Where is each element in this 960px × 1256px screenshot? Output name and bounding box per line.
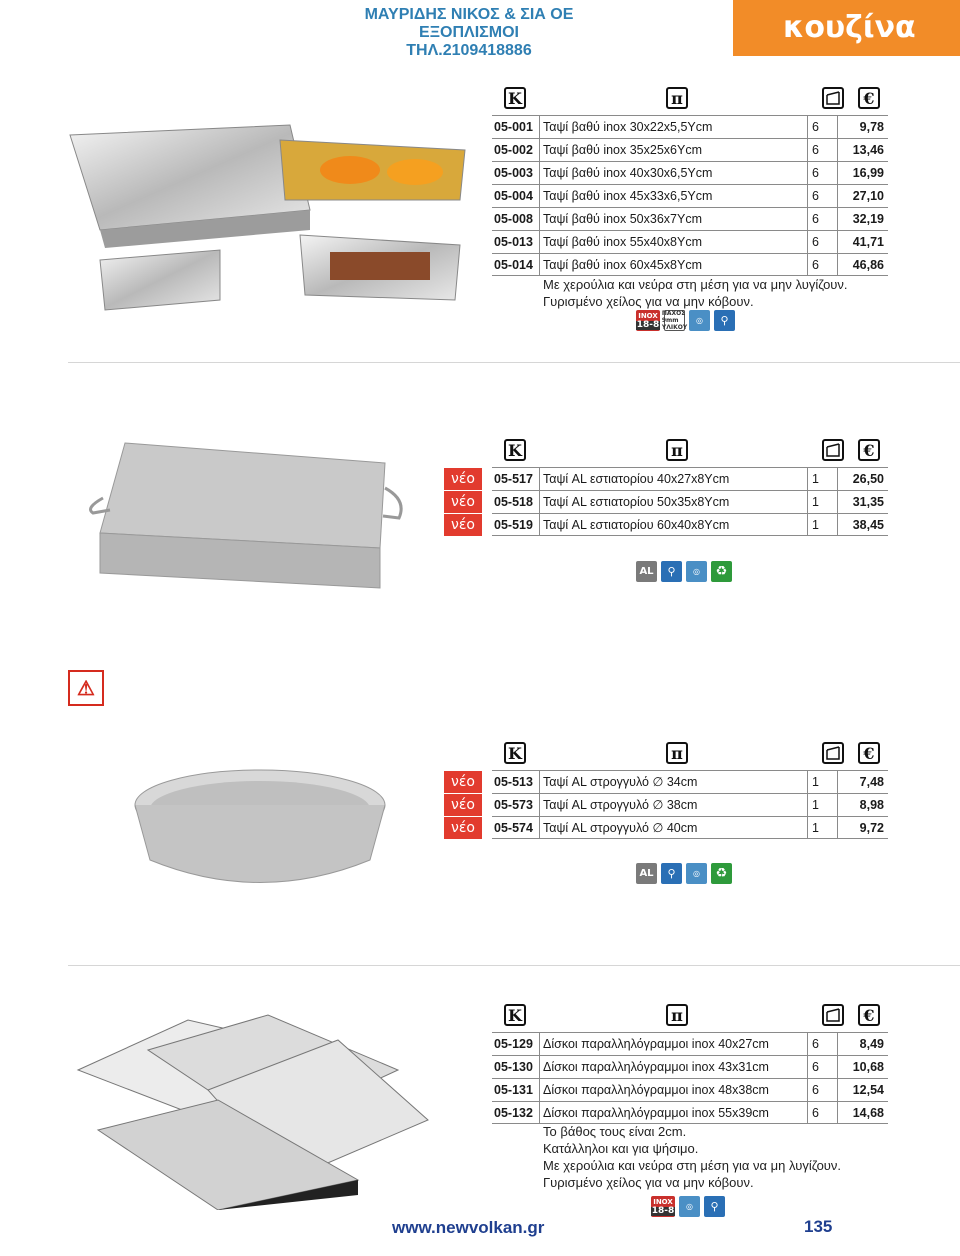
new-badge: νέο [444, 468, 482, 490]
table-row [492, 207, 888, 230]
price-table-al-restaurant [492, 435, 888, 536]
aluminium-restaurant-pan-photo [85, 438, 415, 598]
product-notes [543, 1123, 841, 1191]
new-badge: νέο [444, 794, 482, 816]
section-banner: κουζίνα [733, 0, 960, 56]
product-code: 05-130 [492, 1056, 540, 1078]
box-quantity: 6 [808, 162, 838, 184]
table-row [492, 115, 888, 138]
inox-deep-pans-photo [60, 120, 480, 320]
food-safe-icon: ⚲ [704, 1196, 725, 1217]
product-description: Δίσκοι παραλληλόγραμμοι inox 55x39cm [540, 1102, 808, 1123]
box-quantity: 1 [808, 514, 838, 535]
product-description: Ταψί AL εστιατορίου 50x35x8Υcm [540, 491, 808, 513]
product-code: 05-132 [492, 1102, 540, 1123]
product-description: Ταψί βαθύ inox 35x25x6Υcm [540, 139, 808, 161]
note-line: Γυρισμένο χείλος για να μην κόβουν. [543, 1175, 754, 1190]
box-quantity: 6 [808, 208, 838, 230]
table-header [492, 738, 888, 770]
product-price: 12,54 [852, 1083, 884, 1097]
section-divider [68, 362, 960, 363]
product-price: 9,78 [859, 120, 884, 134]
product-notes [543, 276, 848, 310]
product-description: Ταψί βαθύ inox 50x36x7Υcm [540, 208, 808, 230]
description-column-icon: π [666, 1004, 688, 1026]
product-price: 26,50 [852, 472, 884, 486]
product-description: Ταψί AL στρογγυλό ∅ 38cm [540, 794, 808, 816]
product-price: 41,71 [852, 235, 884, 249]
product-description: Ταψί βαθύ inox 40x30x6,5Υcm [540, 162, 808, 184]
code-column-icon: Κ [504, 87, 526, 109]
box-icon [822, 87, 844, 109]
product-price: 8,49 [859, 1037, 884, 1051]
product-description: Ταψί AL στρογγυλό ∅ 40cm [540, 817, 808, 838]
product-price: 27,10 [852, 189, 884, 203]
table-row [492, 230, 888, 253]
material-badges [651, 1196, 725, 1217]
box-quantity: 1 [808, 491, 838, 513]
inox-trays-photo [68, 1010, 438, 1210]
material-badges [636, 561, 732, 582]
table-row [492, 490, 888, 513]
price-table-al-round [492, 738, 888, 839]
product-code: 05-002 [492, 139, 540, 161]
product-price: 8,98 [859, 798, 884, 812]
product-description: Ταψί AL στρογγυλό ∅ 34cm [540, 771, 808, 793]
product-description: Ταψί βαθύ inox 60x45x8Υcm [540, 254, 808, 275]
box-quantity: 1 [808, 794, 838, 816]
product-description: Ταψί AL εστιατορίου 40x27x8Υcm [540, 468, 808, 490]
box-quantity: 1 [808, 771, 838, 793]
table-row [492, 138, 888, 161]
food-safe-icon: ⚲ [661, 561, 682, 582]
product-price: 16,99 [852, 166, 884, 180]
table-row [492, 1101, 888, 1124]
thickness-badge: ΠΑΧΟΣ 9mm ΥΛΙΚΟΥ [661, 310, 688, 331]
description-column-icon: π [666, 742, 688, 764]
food-safe-icon: ⚲ [661, 863, 682, 884]
new-badge: νέο [444, 491, 482, 513]
material-badges [636, 310, 735, 331]
product-description: Δίσκοι παραλληλόγραμμοι inox 40x27cm [540, 1033, 808, 1055]
table-row [492, 1078, 888, 1101]
inox-badge: INOX 18-8 [651, 1197, 675, 1216]
table-row [492, 184, 888, 207]
product-code: 05-004 [492, 185, 540, 207]
euro-column-icon: € [858, 87, 880, 109]
note-line: Κατάλληλοι και για ψήσιμο. [543, 1141, 699, 1156]
section-divider [68, 965, 960, 966]
dishwasher-icon: ◎ [679, 1196, 700, 1217]
box-icon [822, 742, 844, 764]
description-column-icon: π [666, 87, 688, 109]
dishwasher-icon: ◎ [686, 863, 707, 884]
euro-column-icon: € [858, 742, 880, 764]
aluminium-badge: AL [636, 561, 657, 582]
new-badge: νέο [444, 514, 482, 536]
box-quantity: 6 [808, 185, 838, 207]
product-description: Δίσκοι παραλληλόγραμμοι inox 43x31cm [540, 1056, 808, 1078]
table-row [492, 253, 888, 276]
code-column-icon: Κ [504, 1004, 526, 1026]
table-row [492, 1055, 888, 1078]
table-row [492, 161, 888, 184]
code-column-icon: Κ [504, 742, 526, 764]
box-quantity: 6 [808, 116, 838, 138]
box-icon [822, 439, 844, 461]
product-description: Δίσκοι παραλληλόγραμμοι inox 48x38cm [540, 1079, 808, 1101]
product-code: 05-131 [492, 1079, 540, 1101]
note-line: Γυρισμένο χείλος για να μην κόβουν. [543, 294, 754, 309]
box-quantity: 6 [808, 254, 838, 275]
oven-warning-icon: ⚠ [68, 670, 104, 706]
product-code: 05-519 [492, 514, 540, 535]
table-header [492, 1000, 888, 1032]
table-row [492, 1032, 888, 1055]
table-row [492, 816, 888, 839]
material-badges [636, 863, 732, 884]
description-column-icon: π [666, 439, 688, 461]
product-code: 05-513 [492, 771, 540, 793]
product-price: 32,19 [852, 212, 884, 226]
box-quantity: 6 [808, 1033, 838, 1055]
price-table-inox-deep [492, 83, 888, 276]
company-phone: ΤΗΛ.2109418886 [406, 42, 532, 59]
box-quantity: 6 [808, 1056, 838, 1078]
box-icon [822, 1004, 844, 1026]
note-line: Με χερούλια και νεύρα στη μέση για να μην λυγίζουν. [543, 277, 848, 292]
product-price: 31,35 [852, 495, 884, 509]
product-code: 05-001 [492, 116, 540, 138]
box-quantity: 1 [808, 468, 838, 490]
product-code: 05-517 [492, 468, 540, 490]
aluminium-round-pan-photo [130, 765, 390, 895]
recycle-icon: ♻ [711, 561, 732, 582]
product-code: 05-014 [492, 254, 540, 275]
dishwasher-icon: ◎ [689, 310, 710, 331]
aluminium-badge: AL [636, 863, 657, 884]
page-number: 135 [804, 1217, 833, 1236]
code-column-icon: Κ [504, 439, 526, 461]
euro-column-icon: € [858, 439, 880, 461]
euro-column-icon: € [858, 1004, 880, 1026]
box-quantity: 6 [808, 231, 838, 253]
table-row [492, 513, 888, 536]
note-line: Το βάθος τους είναι 2cm. [543, 1124, 687, 1139]
product-description: Ταψί AL εστιατορίου 60x40x8Υcm [540, 514, 808, 535]
price-table-inox-trays [492, 1000, 888, 1124]
product-code: 05-003 [492, 162, 540, 184]
box-quantity: 1 [808, 817, 838, 838]
product-price: 9,72 [859, 821, 884, 835]
company-header [318, 6, 620, 60]
box-quantity: 6 [808, 139, 838, 161]
product-price: 14,68 [852, 1106, 884, 1120]
recycle-icon: ♻ [711, 863, 732, 884]
food-safe-icon: ⚲ [714, 310, 735, 331]
company-name: ΜΑΥΡΙΔΗΣ ΝΙΚΟΣ & ΣΙΑ ΟΕ [364, 6, 574, 23]
note-line: Με χερούλια και νεύρα στη μέση για να μη λυγίζουν. [543, 1158, 842, 1173]
table-row [492, 793, 888, 816]
product-price: 46,86 [852, 258, 884, 272]
website-link[interactable]: www.newvolkan.gr [392, 1218, 545, 1237]
new-badge: νέο [444, 771, 482, 793]
company-subtitle: ΕΞΟΠΛΙΣΜΟΙ [419, 24, 519, 41]
product-price: 38,45 [852, 518, 884, 532]
inox-badge: INOX 18-8 [636, 311, 660, 330]
product-code: 05-013 [492, 231, 540, 253]
product-price: 13,46 [852, 143, 884, 157]
new-badge: νέο [444, 817, 482, 839]
product-code: 05-129 [492, 1033, 540, 1055]
box-quantity: 6 [808, 1079, 838, 1101]
product-code: 05-518 [492, 491, 540, 513]
table-header [492, 435, 888, 467]
product-code: 05-008 [492, 208, 540, 230]
table-header [492, 83, 888, 115]
product-description: Ταψί βαθύ inox 45x33x6,5Υcm [540, 185, 808, 207]
product-price: 10,68 [852, 1060, 884, 1074]
table-row [492, 467, 888, 490]
product-description: Ταψί βαθύ inox 55x40x8Υcm [540, 231, 808, 253]
product-description: Ταψί βαθύ inox 30x22x5,5Υcm [540, 116, 808, 138]
product-code: 05-574 [492, 817, 540, 838]
table-row [492, 770, 888, 793]
dishwasher-icon: ◎ [686, 561, 707, 582]
product-price: 7,48 [859, 775, 884, 789]
product-code: 05-573 [492, 794, 540, 816]
box-quantity: 6 [808, 1102, 838, 1123]
